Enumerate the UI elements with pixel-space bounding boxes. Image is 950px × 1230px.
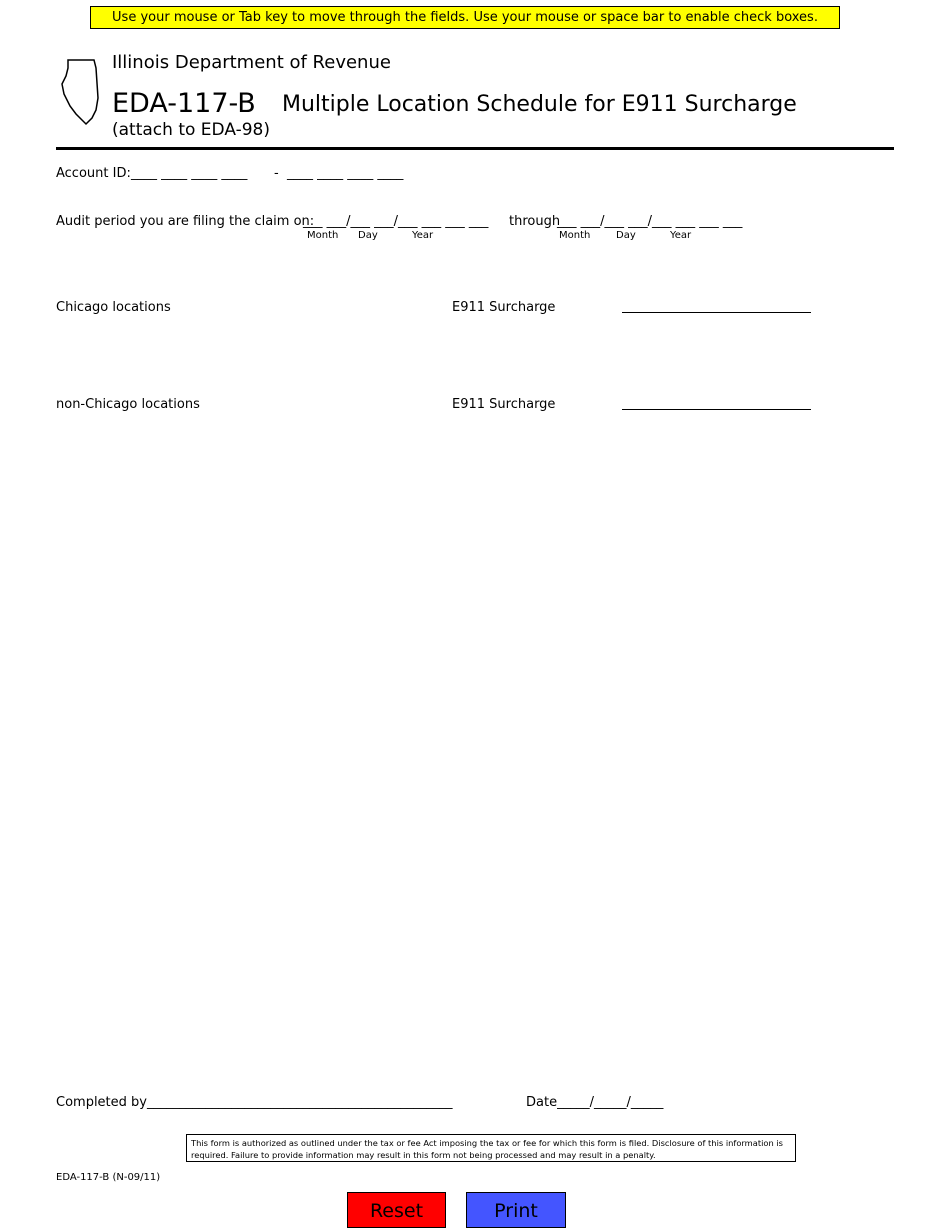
- year-caption: Year: [412, 230, 434, 241]
- non-chicago-surcharge-label: E911 Surcharge: [452, 397, 556, 412]
- audit-period-label: Audit period you are filing the claim on:: [56, 214, 315, 229]
- form-id: EDA-117-B (N-09/11): [56, 1172, 161, 1183]
- account-id-label: Account ID:: [56, 166, 131, 181]
- day-caption: Day: [616, 230, 636, 241]
- year-caption: Year: [670, 230, 692, 241]
- instruction-banner: Use your mouse or Tab key to move through the fields. Use your mouse or space bar to enable check boxes.: [90, 6, 840, 29]
- through-label: through: [509, 214, 561, 229]
- form-title: Multiple Location Schedule for E911 Surcharge: [282, 92, 797, 117]
- non-chicago-locations-label: non-Chicago locations: [56, 397, 200, 412]
- account-id-part2-field[interactable]: ____ ____ ____ ____: [287, 166, 404, 181]
- date-field[interactable]: Date_____/_____/_____: [526, 1095, 664, 1110]
- privacy-notice: This form is authorized as outlined under the tax or fee Act imposing the tax or fee for which this form is filed. Disclosure of this information is required. Failure to provide information may result in this form not being processed and may result in a penalty.: [186, 1134, 796, 1162]
- audit-to-date-field[interactable]: ___ ___/___ ___/___ ___ ___ ___: [557, 214, 743, 229]
- day-caption: Day: [358, 230, 378, 241]
- chicago-locations-label: Chicago locations: [56, 300, 171, 315]
- month-caption: Month: [307, 230, 339, 241]
- illinois-state-icon: [60, 58, 102, 126]
- chicago-surcharge-label: E911 Surcharge: [452, 300, 556, 315]
- month-caption: Month: [559, 230, 591, 241]
- header-divider: [56, 147, 894, 150]
- reset-button[interactable]: Reset: [347, 1192, 446, 1228]
- completed-by-field[interactable]: Completed by_______________________________________________: [56, 1095, 453, 1110]
- form-subtitle: (attach to EDA-98): [112, 120, 270, 140]
- account-id-separator: -: [274, 166, 279, 181]
- print-button[interactable]: Print: [466, 1192, 566, 1228]
- audit-from-date-field[interactable]: ___ ___/___ ___/___ ___ ___ ___: [303, 214, 489, 229]
- department-name: Illinois Department of Revenue: [112, 52, 391, 73]
- account-id-part1-field[interactable]: ____ ____ ____ ____: [131, 166, 248, 181]
- form-number: EDA-117-B: [112, 88, 256, 119]
- chicago-surcharge-field[interactable]: [622, 296, 811, 313]
- non-chicago-surcharge-field[interactable]: [622, 393, 811, 410]
